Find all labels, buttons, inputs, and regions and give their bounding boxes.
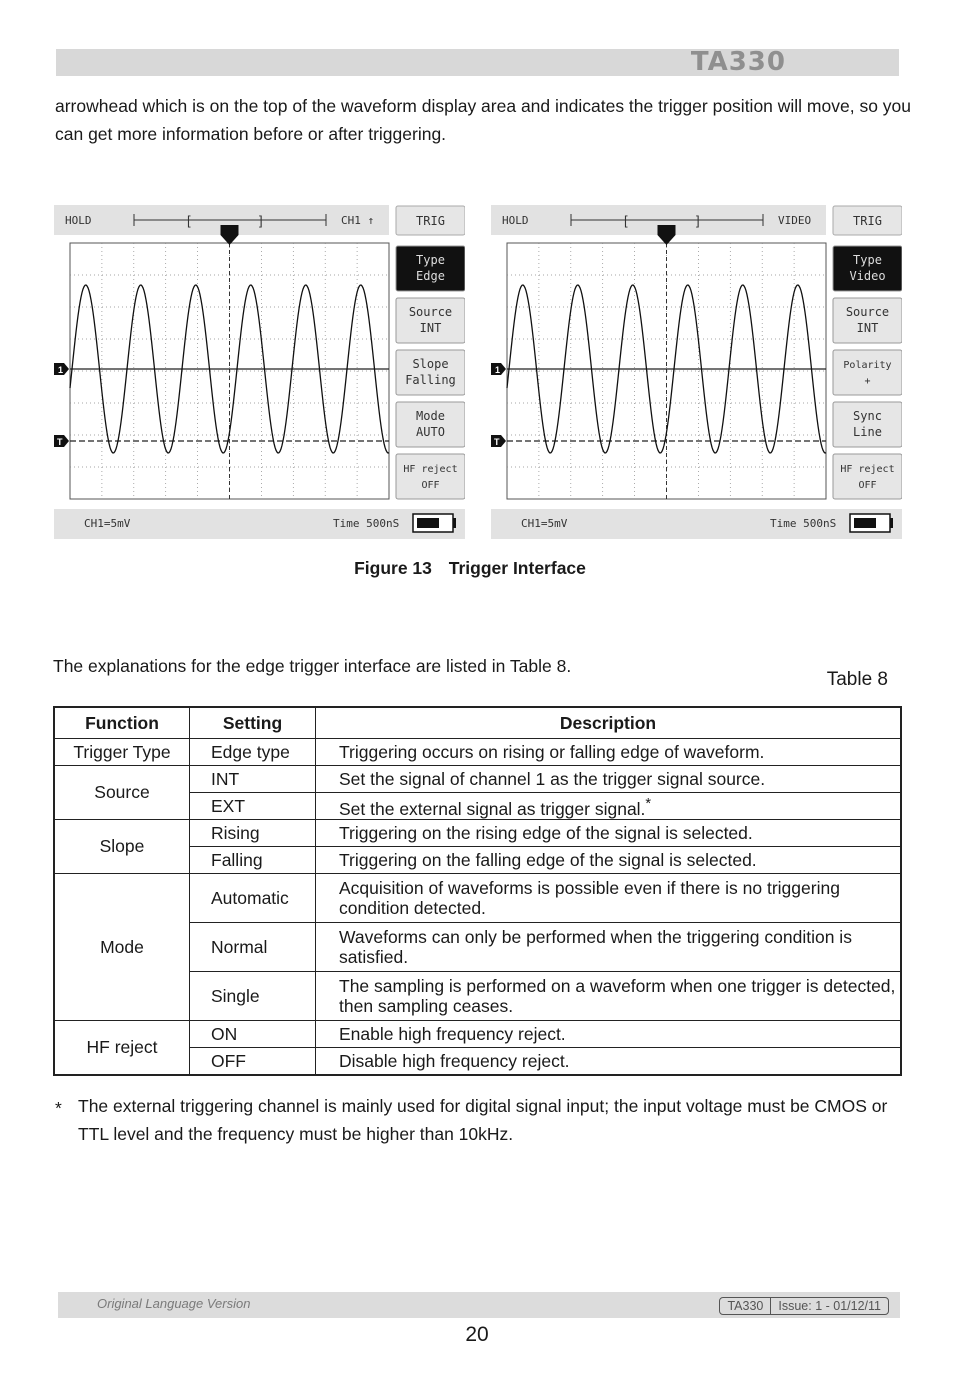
trigger-marker-label: T [494, 437, 500, 447]
function-cell: HF reject [54, 1021, 190, 1076]
scale-text: CH1=5mV [84, 517, 131, 530]
table-row [54, 874, 901, 923]
function-cell: Source [54, 766, 190, 820]
description-cell: Triggering occurs on rising or falling edge of waveform. [316, 739, 902, 766]
battery-tip [453, 518, 456, 528]
menu-button [396, 454, 465, 499]
function-cell: Slope [54, 820, 190, 874]
time-text: Time 500nS [770, 517, 837, 530]
figure-caption [0, 558, 940, 579]
setting-cell: OFF [190, 1048, 316, 1076]
description-cell: Acquisition of waveforms is possible even if there is no triggering condition detected. [316, 874, 902, 923]
channel-label: CH1 ↑ [341, 214, 375, 227]
menu-button-value: Video [849, 269, 886, 283]
menu-button [833, 350, 902, 395]
footer-model: TA330 [727, 1299, 764, 1313]
description-cell: Disable high frequency reject. [316, 1048, 902, 1076]
table-label: Table 8 [826, 669, 888, 690]
setting-cell: Single [190, 972, 316, 1021]
intro-paragraph: arrowhead which is on the top of the waveform display area and indicates the trigger position will move, so you can get more information before or after triggering. [55, 96, 912, 144]
menu-button-value: OFF [421, 480, 440, 491]
menu-button-label: Type [416, 253, 445, 267]
setting-cell: Falling [190, 847, 316, 874]
scope-screen-edge [54, 205, 465, 539]
description-cell [316, 793, 902, 820]
table-row [54, 820, 901, 847]
channel-marker-label: 1 [58, 365, 64, 375]
header-setting: Setting [190, 707, 316, 739]
channel-label: VIDEO [778, 214, 812, 227]
menu-button-value: Falling [405, 373, 456, 387]
scope-svg-video [491, 205, 902, 539]
description-cell: Triggering on the falling edge of the signal is selected. [316, 847, 902, 874]
bracket-right: ] [259, 213, 263, 228]
menu-button-label: Slope [412, 357, 449, 371]
menu-button-value: + [864, 376, 871, 387]
trigger-table [53, 706, 902, 1076]
menu-button-value: AUTO [416, 425, 445, 439]
description-cell: Triggering on the rising edge of the signal is selected. [316, 820, 902, 847]
battery-tip [890, 518, 893, 528]
menu-button-label: Source [408, 305, 453, 319]
table-row [54, 1021, 901, 1048]
setting-cell: Normal [190, 923, 316, 972]
document-title: TA330 [690, 47, 786, 77]
menu-button-value: OFF [858, 480, 877, 491]
bracket-right: ] [696, 213, 700, 228]
footer-issue-box [719, 1297, 889, 1315]
scope-svg-edge [54, 205, 465, 539]
table-row [54, 739, 901, 766]
menu-button-label: HF reject [840, 464, 895, 475]
setting-cell: Automatic [190, 874, 316, 923]
setting-cell: Rising [190, 820, 316, 847]
setting-cell: ON [190, 1021, 316, 1048]
footnote [55, 1092, 905, 1148]
menu-button-label: Polarity [843, 360, 892, 371]
menu-button-value: Line [853, 425, 882, 439]
menu-button-value: INT [419, 321, 442, 335]
table-row [54, 766, 901, 793]
menu-button-label: HF reject [403, 464, 458, 475]
channel-marker-label: 1 [495, 365, 501, 375]
description-text: Set the external signal as trigger signal. [339, 798, 646, 819]
status-text: HOLD [502, 214, 529, 227]
figure-number: Figure 13 [354, 558, 432, 578]
setting-cell: INT [190, 766, 316, 793]
scope-screen-video [491, 205, 902, 539]
description-cell: Enable high frequency reject. [316, 1021, 902, 1048]
menu-button-label: Type [853, 253, 882, 267]
menu-button [833, 454, 902, 499]
battery-level [417, 518, 439, 528]
header-description: Description [316, 707, 902, 739]
table-intro: The explanations for the edge trigger interface are listed in Table 8. [53, 656, 572, 676]
footnote-text: The external triggering channel is mainly used for digital signal input; the input voltage must be CMOS or TTL level and the frequency must be higher than 10kHz. [78, 1096, 888, 1144]
time-text: Time 500nS [333, 517, 400, 530]
description-cell: The sampling is performed on a waveform when one trigger is detected, then sampling ceases. [316, 972, 902, 1021]
description-cell: Waveforms can only be performed when the triggering condition is satisfied. [316, 923, 902, 972]
page-number: 20 [465, 1323, 489, 1346]
menu-button-label: Mode [416, 409, 445, 423]
function-cell: Trigger Type [54, 739, 190, 766]
description-cell: Set the signal of channel 1 as the trigger signal source. [316, 766, 902, 793]
footer-issue: Issue: 1 - 01/12/11 [778, 1299, 881, 1313]
bracket-left: [ [187, 213, 191, 228]
menu-button-label: Source [845, 305, 890, 319]
menu-button-label: Sync [853, 409, 882, 423]
menu-button-value: Edge [416, 269, 445, 283]
figure-title: Trigger Interface [448, 558, 586, 578]
trigger-position-arrow [221, 225, 239, 245]
battery-level [854, 518, 876, 528]
menu-title: TRIG [416, 214, 445, 228]
menu-title: TRIG [853, 214, 882, 228]
setting-cell: EXT [190, 793, 316, 820]
menu-button-value: INT [856, 321, 879, 335]
bracket-left: [ [624, 213, 628, 228]
footer-language: Original Language Version [97, 1296, 251, 1311]
setting-cell: Edge type [190, 739, 316, 766]
status-text: HOLD [65, 214, 92, 227]
scale-text: CH1=5mV [521, 517, 568, 530]
footnote-mark: * [645, 795, 652, 812]
trigger-marker-label: T [57, 437, 63, 447]
header-function: Function [54, 707, 190, 739]
function-cell: Mode [54, 874, 190, 1021]
trigger-position-arrow [658, 225, 676, 245]
footnote-star: * [55, 1098, 62, 1118]
